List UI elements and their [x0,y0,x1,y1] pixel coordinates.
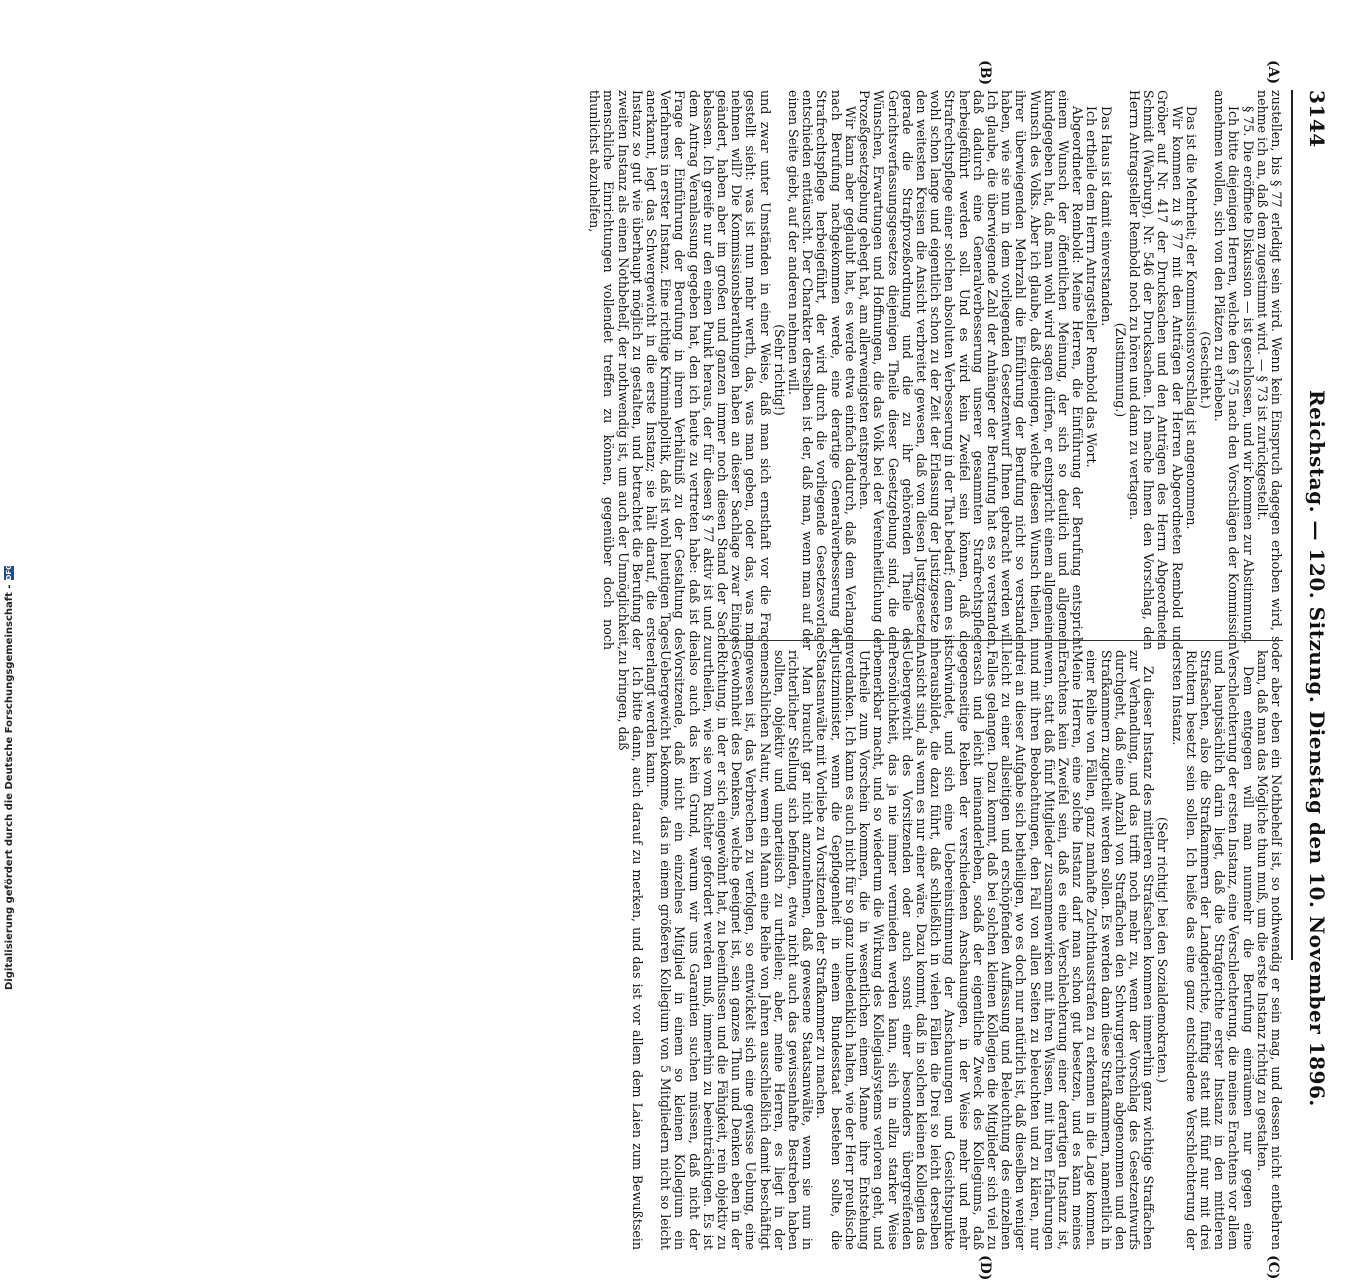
paragraph: Ich bitte diejenigen Herren, welche den § 75 nach den Vorschlägen der Kommission annehmen wollen, sich von den Plätzen zu erheben. [1212,90,1242,650]
margin-mark-c: (C) [1265,1255,1281,1280]
paragraph: § 75. Die eröffnete Diskussion — ist geschlossen, und wir kommen zur Abstimmung. [1240,106,1256,644]
paragraph: und zwar unter Umständen in einer Weise, daß man sich ernsthaft vor die Frage gestellt sieht: was ist nun mehr werth, das, was man geben, oder das, was man nehmen will? Die Kommissionsberathungen haben an dieser Sachlage zwar Einiges geändert, haben aber im großen und ganzen immer noch diesen Stand der Sache belassen. Ich greife nur den einen Punkt heraus, der für diesen § 77 aktiv ist und zu dem Antrag Veranlassung gegeben hat, den ich heute zu vertreten habe: daß ist die Frage der Einführung der Berufung in ihrem Verhältniß zu der Gestaltung des Verfahrens in erster Instanz. Eine richtige Kriminalpolitik, daß ist wohl heutigen Tages anerkannt, legt das Schwergewicht in die erste Instanz; sie hält darauf, die erste Instanz so gut wie überhaupt möglich zu gestalten, und betrachtet die Berufung der zweiten Instanz als einen Nothbehelf, der nothwendig ist, um auch der Unmöglichkeit, menschliche Einrichtungen vollendet treffen zu können, gegenüber doch noch thunlichst abzuhelfen, [587,90,773,650]
column-divider [723,640,1283,641]
paragraph: Dem entgegen will man nunmehr die Berufung einräumen nur gegen eine Verschlechterung der ersten Instanz, eine Verschlechterung, die meines Erachtens vor allem und hauptsächlich darin liegt, daß die Strafgerichte erster Instanz in den mittleren Strafsachen, also die Strafkammern der Landgerichte, fünftig statt mit fünf nur mit drei Richtern besetzt sein sollen. Ich heiße das eine ganz entschiedene Verschlechterung der ersten Instanz. [1169,650,1256,1250]
page-header [1295,90,1335,1107]
paragraph: Das ist die Mehrheit; der Kommissionsvorschlag ist angenommen. [1183,106,1199,530]
right-column [615,650,1284,1250]
paragraph: Ich ertheile dem Herrn Antragsteller Rembold das Wort. [1084,106,1100,468]
page-number: 3144 [1305,90,1329,148]
paragraph: Wir kommen zu § 77 mit den Anträgen der Herren Abgeordneten Rembold und Gröber auf Nr. 417 der Drucksachen und den Anträgen des Herrn Abgeordneten Schmidt (Warburg), Nr. 546 der Drucksachen. Ich mache Ihnen den Vorschlag, den Herrn Antragsteller Rembold noch zu hören und dann zu vertagen. [1126,90,1185,650]
paragraph: Man braucht gar nicht anzunehmen, daß gewesene Staatsanwälte, wenn sie nun in richterlicher Stellung sich befinden, etwa nicht auch das gewissenhafte Bestreben haben sollten, objektiv und unparteiisch zu urtheilen; aber, meine Herren, es liegt in der menschlichen Natur, wenn ein Mann eine Reihe von Jahren ausschließlich damit beschäftigt gewesen ist, das Verbrechen zu verfolgen, so entwickelt sich eine gewisse Uebung, eine Gewohnheit des Denkens, welche geeignet ist, sein ganzes Thun und Denken eben in der Richtung, in der er sich eingewöhnt hat, zu beeinflussen und die Fähigkeit, rein objektiv zu urtheilen, wie sie vom Richter gefordert werden muß, immerhin zu beeinträchtigen. Es ist also auch das kein Grund, warum wir uns Garantien suchen müssen, daß nicht der Vorsitzende, daß nicht ein einzelnes Mitglied in einem so kleinen Kollegium ein Uebergewicht bekomme, das in einem größeren Kollegium von 5 Mitgliedern nicht so leicht erlangt werden kann. [644,650,816,1250]
dfg-logo-icon: DFG [5,564,13,581]
interjection: (Sehr richtig!) [771,324,787,416]
paragraph: Abgeordneter Rembold: Meine Herren, die Einführung der Berufung entspricht einem Wunsch der öffentlichen Meinung, der sich so deutlich und allgemein kundgegeben hat, daß man wohl wird sagen dürfen, er entspricht einem allgemeinen Wunsch des Volks. Aber ich glaube, daß diejenigen, welche diesen Wunsch theilen, in ihrer überwiegenden Mehrzahl die Einführung der Berufung nicht so verstanden haben, wie sie nun in dem vorliegenden Gesetzentwurf Ihnen gebracht werden will. Ich glaube, die überwiegende Zahl der Anhänger der Berufung hat es so verstanden, daß dadurch eine Generalverbesserung unserer gesammten Strafrechtspflege herbeigeführt werden soll. Und es wird kein Zweifel sein können, daß die Strafrechtspflege einer solchen absoluten Verbesserung in der That bedarf; denn es ist wohl schon lange und eigentlich schon zu der Zeit der Erlassung der Justizgesetze in den weitesten Kreisen die Ansicht verbreitet gewesen, daß von diesen Justizgesetzen gerade die Strafprozeßordnung und die zu ihr gehörenden Theile des Gerichtsverfassungsgesetzes diejenigen Theile dieser Gesetzgebung sind, die den Wünschen, Erwartungen und Hoffnungen, die das Volk bei der Vereinheitlichung der Prozeßgesetzgebung gehegt hat, am allerwenigsten entsprechen. [857,90,1086,650]
margin-mark-b: (B) [977,60,993,86]
page-title: Reichstag. — 120. Sitzung. Dienstag den 10. November 1896. [1305,390,1329,1107]
header-rule [1291,90,1293,960]
paragraph: zustellen, bis § 77 erledigt sein wird. Wenn kein Einspruch dagegen erhoben wird, so nehme ich an, daß dem zugestimmt wird. — § 73 ist zurückgestellt. [1254,90,1284,650]
left-column [587,90,1284,650]
credit-text: Digitalisierung gefördert durch die Deutsche Forschungsgemeinschaft - [4,584,15,990]
interjection: (Zustimmung.) [1112,322,1128,418]
paragraph: der aber eben ein Nothbehelf ist, so nothwendig er sein mag, und dessen nicht entbehren kann, daß man das Mögliche thun muß, um die erste Instanz richtig zu gestalten. [1254,650,1284,1250]
paragraph: Wir kann aber geglaubt hat, es werde etwa einfach dadurch, daß dem Verlangen nach Berufung nachgekommen werde, eine derartige Generalverbesserung der Strafrechtspflege herbeigeführt, der wird durch die vorliegende Gesetzesvorlage entschieden enttäuscht. Der Charakter derselben ist der, daß man, wenn man auf der einen Seite giebt, auf der anderen nehmen will. [786,90,858,650]
paragraph: Ich bitte dann, auch darauf zu merken, und das ist vor allem dem Laien zum Bewußtsein zu bringen, daß [615,650,645,1250]
margin-mark-a: (A) [1265,60,1281,85]
paragraph: Zu dieser Instanz des mittleren Strafsachen kommen immerhin ganz wichtige Straffachen zur Verhandlung, und das trifft noch mehr zu, wenn der Vorschlag des Gesetzentwurfs durchgeht, daß eine Anzahl von Straffachen den Schwurgerichten abgenommen und den Strafkammern zugetheilt werden sollen. Es werden dann diese Strafkammern, namentlich in einer Reihe von Fällen, ganz namhafte Zuchthausstrafen zu erkennen in die Lage kommen. Meine Herren, eine solche Instanz darf man schon gut besetzen, und es kann meines Erachtens kein Zweifel sein, daß es eine Verschlechterung einer derartigen Instanz ist, wenn, statt daß fünf Mitglieder zusammenwirken mit ihren Wissen, mit ihren Erfahrungen und mit ihren Beobachtungen, den Fall von allen Seiten zu beleuchten und zu klären, nur drei an dieser Aufgabe sich betheiligen, wo es doch nur natürlich ist, daß dieselben weniger leicht zu einer allseitigen und erschöpfenden Auffassung und Beleuchtung des einzelnen Falles gelangen. Dazu kommt, daß bei solchen kleinen Kollegien die Mitglieder sich viel zu rasch und leicht ineinanderleben, sodaß der eigentliche Zweck des Kollegiums, daß gegenseitige Reiben der verschiedenen Anschauungen, in der Weise mehr und mehr schwindet, und sich eine Uebereinstimmung der Anschauungen und Gesichtspunkte herausbildet, die dazu führt, daß schließlich in vielen Fällen die Drei so leicht derselben Ansicht sind, als wenn es nur einer wäre. Dazu kommt, daß in solchen kleinen Kollegien das Uebergewicht des Vorsitzenden oder auch sonst einer besonders übergreifenden Persönlichkeit, das ja nie immer vermieden werden kann, sich in allzu starker Weise bemerkbar macht, und so wiederum die Wirkung des Kollegialsystems verloren geht, und Urtheile zum Vorschein kommen, die in wesentlichen einem Manne ihre Entstehung verdanken. Ich kann es auch nicht für so ganz unbedenklich halten, wie der Herr preußische Justizminister, wenn die Gepflogenheit in einem Bundesstaat bestehen sollte, die Staatsanwälte mit Vorliebe zu Vorsitzenden der Strafkammer zu machen. [814,650,1157,1250]
paragraph: Das Haus ist damit einverstanden. [1098,106,1114,327]
interjection: (Sehr richtig! bei den Sozialdemokraten.) [1155,817,1171,1083]
margin-mark-d: (D) [977,1255,993,1280]
interjection: (Geschieht.) [1197,331,1213,409]
